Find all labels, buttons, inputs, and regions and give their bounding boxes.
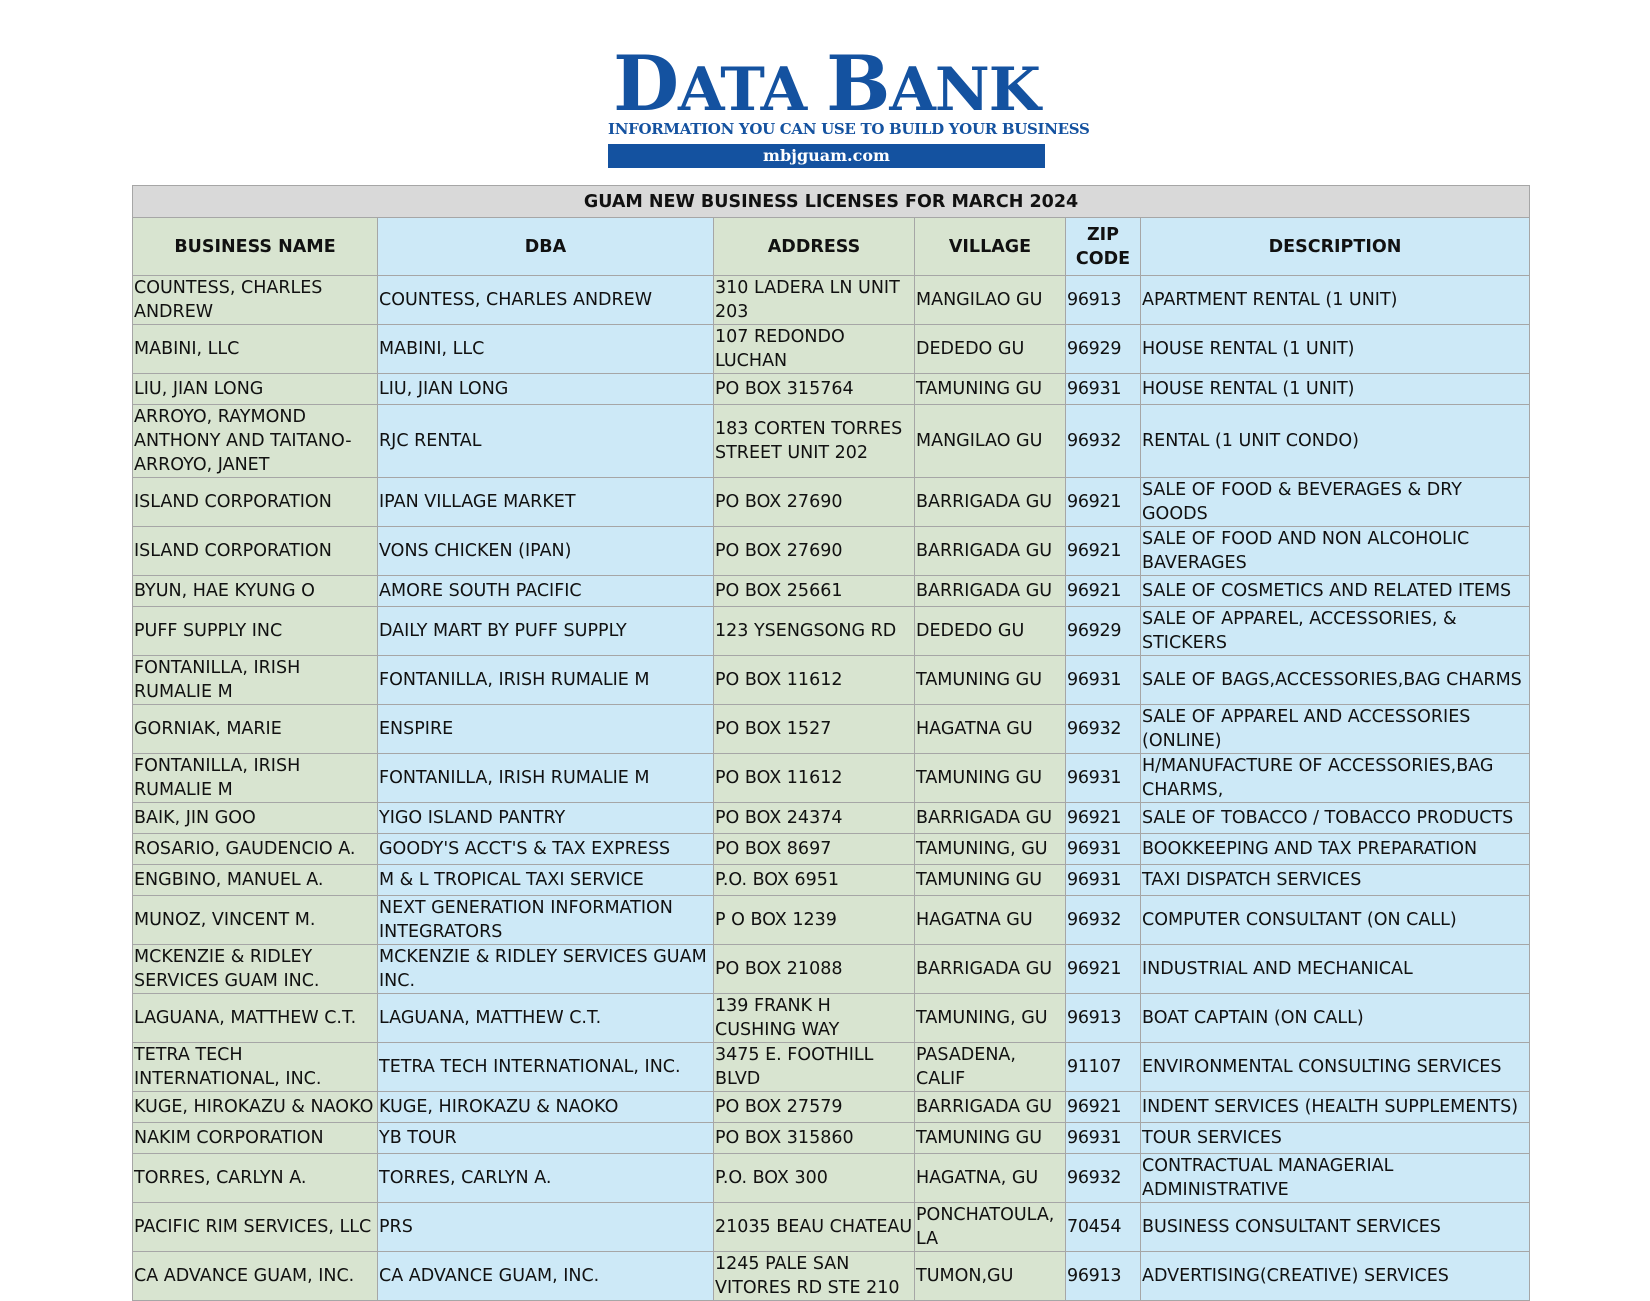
cell-dba: YIGO ISLAND PANTRY [378, 803, 714, 834]
cell-address: PO BOX 27579 [714, 1092, 915, 1123]
cell-description: BOOKKEEPING AND TAX PREPARATION [1141, 834, 1530, 865]
cell-zip-code: 96921 [1066, 803, 1141, 834]
cell-dba: ENSPIRE [378, 705, 714, 754]
cell-business-name: COUNTESS, CHARLES ANDREW [133, 276, 378, 325]
cell-address: P.O. BOX 6951 [714, 865, 915, 896]
table-row [133, 896, 1530, 945]
cell-village: PONCHATOULA, LA [915, 1203, 1066, 1252]
cell-description: INDUSTRIAL AND MECHANICAL [1141, 945, 1530, 994]
cell-dba: COUNTESS, CHARLES ANDREW [378, 276, 714, 325]
table-row [133, 1203, 1530, 1252]
cell-address: PO BOX 11612 [714, 656, 915, 705]
cell-zip-code: 96913 [1066, 276, 1141, 325]
cell-dba: IPAN VILLAGE MARKET [378, 478, 714, 527]
cell-address: PO BOX 315764 [714, 374, 915, 405]
cell-business-name: PUFF SUPPLY INC [133, 607, 378, 656]
table-row [133, 576, 1530, 607]
cell-village: BARRIGADA GU [915, 945, 1066, 994]
logo-title-rest-bank: ANK [889, 55, 1040, 125]
cell-dba: AMORE SOUTH PACIFIC [378, 576, 714, 607]
cell-dba: GOODY'S ACCT'S & TAX EXPRESS [378, 834, 714, 865]
table-row [133, 834, 1530, 865]
cell-dba: TETRA TECH INTERNATIONAL, INC. [378, 1043, 714, 1092]
table-row [133, 803, 1530, 834]
cell-address: PO BOX 11612 [714, 754, 915, 803]
cell-village: MANGILAO GU [915, 405, 1066, 478]
cell-dba: TORRES, CARLYN A. [378, 1154, 714, 1203]
cell-description: HOUSE RENTAL (1 UNIT) [1141, 325, 1530, 374]
cell-dba: LIU, JIAN LONG [378, 374, 714, 405]
table-row [133, 994, 1530, 1043]
cell-zip-code: 96932 [1066, 1154, 1141, 1203]
cell-zip-code: 96913 [1066, 1252, 1141, 1301]
cell-village: HAGATNA GU [915, 705, 1066, 754]
cell-zip-code: 96921 [1066, 576, 1141, 607]
table-row [133, 607, 1530, 656]
cell-village: BARRIGADA GU [915, 1092, 1066, 1123]
cell-zip-code: 96921 [1066, 1092, 1141, 1123]
cell-address: 1245 PALE SAN VITORES RD STE 210 [714, 1252, 915, 1301]
cell-address: PO BOX 24374 [714, 803, 915, 834]
cell-address: PO BOX 21088 [714, 945, 915, 994]
cell-dba: VONS CHICKEN (IPAN) [378, 527, 714, 576]
cell-description: SALE OF COSMETICS AND RELATED ITEMS [1141, 576, 1530, 607]
table-row [133, 705, 1530, 754]
cell-village: TAMUNING GU [915, 1123, 1066, 1154]
cell-zip-code: 96931 [1066, 374, 1141, 405]
cell-business-name: BAIK, JIN GOO [133, 803, 378, 834]
table-row [133, 656, 1530, 705]
cell-village: BARRIGADA GU [915, 576, 1066, 607]
cell-address: 183 CORTEN TORRES STREET UNIT 202 [714, 405, 915, 478]
cell-zip-code: 96931 [1066, 656, 1141, 705]
cell-dba: YB TOUR [378, 1123, 714, 1154]
header-address: ADDRESS [714, 218, 915, 276]
cell-description: APARTMENT RENTAL (1 UNIT) [1141, 276, 1530, 325]
cell-address: 107 REDONDO LUCHAN [714, 325, 915, 374]
cell-description: ADVERTISING(CREATIVE) SERVICES [1141, 1252, 1530, 1301]
cell-address: PO BOX 27690 [714, 478, 915, 527]
cell-zip-code: 96932 [1066, 896, 1141, 945]
license-sheet [132, 185, 1529, 1301]
cell-village: DEDEDO GU [915, 325, 1066, 374]
cell-address: PO BOX 8697 [714, 834, 915, 865]
cell-zip-code: 96931 [1066, 1123, 1141, 1154]
header-description: DESCRIPTION [1141, 218, 1530, 276]
table-row [133, 478, 1530, 527]
cell-zip-code: 96913 [1066, 994, 1141, 1043]
table-row [133, 754, 1530, 803]
cell-address: PO BOX 1527 [714, 705, 915, 754]
cell-description: HOUSE RENTAL (1 UNIT) [1141, 374, 1530, 405]
cell-address: PO BOX 315860 [714, 1123, 915, 1154]
cell-village: TAMUNING, GU [915, 834, 1066, 865]
table-row [133, 405, 1530, 478]
cell-business-name: ARROYO, RAYMOND ANTHONY AND TAITANO-ARROYO, JANET [133, 405, 378, 478]
cell-address: 139 FRANK H CUSHING WAY [714, 994, 915, 1043]
cell-dba: LAGUANA, MATTHEW C.T. [378, 994, 714, 1043]
cell-village: TAMUNING GU [915, 754, 1066, 803]
cell-zip-code: 96931 [1066, 834, 1141, 865]
logo-title-rest-data: ATA [678, 55, 827, 125]
cell-business-name: TETRA TECH INTERNATIONAL, INC. [133, 1043, 378, 1092]
cell-description: SALE OF APPAREL AND ACCESSORIES (ONLINE) [1141, 705, 1530, 754]
cell-village: HAGATNA, GU [915, 1154, 1066, 1203]
cell-village: MANGILAO GU [915, 276, 1066, 325]
cell-business-name: CA ADVANCE GUAM, INC. [133, 1252, 378, 1301]
cell-description: BUSINESS CONSULTANT SERVICES [1141, 1203, 1530, 1252]
cell-description: INDENT SERVICES (HEALTH SUPPLEMENTS) [1141, 1092, 1530, 1123]
cell-dba: RJC RENTAL [378, 405, 714, 478]
cell-village: TAMUNING GU [915, 656, 1066, 705]
cell-dba: FONTANILLA, IRISH RUMALIE M [378, 754, 714, 803]
cell-dba: KUGE, HIROKAZU & NAOKO [378, 1092, 714, 1123]
cell-business-name: MUNOZ, VINCENT M. [133, 896, 378, 945]
cell-description: RENTAL (1 UNIT CONDO) [1141, 405, 1530, 478]
cell-address: 310 LADERA LN UNIT 203 [714, 276, 915, 325]
cell-business-name: KUGE, HIROKAZU & NAOKO [133, 1092, 378, 1123]
cell-description: H/MANUFACTURE OF ACCESSORIES,BAG CHARMS, [1141, 754, 1530, 803]
data-bank-logo [608, 39, 1090, 168]
cell-business-name: ISLAND CORPORATION [133, 478, 378, 527]
cell-business-name: FONTANILLA, IRISH RUMALIE M [133, 754, 378, 803]
cell-description: CONTRACTUAL MANAGERIAL ADMINISTRATIVE [1141, 1154, 1530, 1203]
cell-description: SALE OF APPAREL, ACCESSORIES, & STICKERS [1141, 607, 1530, 656]
table-row [133, 374, 1530, 405]
table-title: GUAM NEW BUSINESS LICENSES FOR MARCH 2024 [133, 186, 1530, 218]
license-table [132, 185, 1530, 1301]
cell-dba: MABINI, LLC [378, 325, 714, 374]
cell-address: 3475 E. FOOTHILL BLVD [714, 1043, 915, 1092]
table-body [133, 276, 1530, 1301]
cell-dba: NEXT GENERATION INFORMATION INTEGRATORS [378, 896, 714, 945]
cell-dba: DAILY MART BY PUFF SUPPLY [378, 607, 714, 656]
cell-description: SALE OF TOBACCO / TOBACCO PRODUCTS [1141, 803, 1530, 834]
cell-description: SALE OF FOOD AND NON ALCOHOLIC BAVERAGES [1141, 527, 1530, 576]
cell-business-name: MCKENZIE & RIDLEY SERVICES GUAM INC. [133, 945, 378, 994]
cell-description: ENVIRONMENTAL CONSULTING SERVICES [1141, 1043, 1530, 1092]
table-row [133, 325, 1530, 374]
cell-village: HAGATNA GU [915, 896, 1066, 945]
cell-business-name: NAKIM CORPORATION [133, 1123, 378, 1154]
cell-business-name: FONTANILLA, IRISH RUMALIE M [133, 656, 378, 705]
cell-zip-code: 96929 [1066, 325, 1141, 374]
table-row [133, 945, 1530, 994]
table-row [133, 276, 1530, 325]
cell-business-name: LAGUANA, MATTHEW C.T. [133, 994, 378, 1043]
cell-address: PO BOX 27690 [714, 527, 915, 576]
cell-village: PASADENA, CALIF [915, 1043, 1066, 1092]
cell-dba: PRS [378, 1203, 714, 1252]
cell-zip-code: 96929 [1066, 607, 1141, 656]
cell-description: BOAT CAPTAIN (ON CALL) [1141, 994, 1530, 1043]
logo-tagline: INFORMATION YOU CAN USE TO BUILD YOUR BUSINESS [608, 120, 1090, 138]
cell-address: P O BOX 1239 [714, 896, 915, 945]
cell-description: SALE OF BAGS,ACCESSORIES,BAG CHARMS [1141, 656, 1530, 705]
cell-dba: M & L TROPICAL TAXI SERVICE [378, 865, 714, 896]
cell-business-name: ROSARIO, GAUDENCIO A. [133, 834, 378, 865]
cell-zip-code: 96921 [1066, 527, 1141, 576]
cell-description: TOUR SERVICES [1141, 1123, 1530, 1154]
header-dba: DBA [378, 218, 714, 276]
cell-dba: CA ADVANCE GUAM, INC. [378, 1252, 714, 1301]
table-row [133, 1092, 1530, 1123]
cell-village: TAMUNING, GU [915, 994, 1066, 1043]
cell-village: TAMUNING GU [915, 865, 1066, 896]
cell-business-name: ENGBINO, MANUEL A. [133, 865, 378, 896]
cell-business-name: LIU, JIAN LONG [133, 374, 378, 405]
cell-zip-code: 96921 [1066, 478, 1141, 527]
cell-description: COMPUTER CONSULTANT (ON CALL) [1141, 896, 1530, 945]
cell-village: BARRIGADA GU [915, 803, 1066, 834]
cell-zip-code: 91107 [1066, 1043, 1141, 1092]
table-title-row [133, 186, 1530, 218]
cell-description: SALE OF FOOD & BEVERAGES & DRY GOODS [1141, 478, 1530, 527]
table-row [133, 1154, 1530, 1203]
header-business-name: BUSINESS NAME [133, 218, 378, 276]
cell-address: P.O. BOX 300 [714, 1154, 915, 1203]
table-row [133, 1123, 1530, 1154]
cell-address: 123 YSENGSONG RD [714, 607, 915, 656]
cell-zip-code: 96931 [1066, 865, 1141, 896]
cell-village: DEDEDO GU [915, 607, 1066, 656]
logo-site-bar: mbjguam.com [608, 144, 1045, 168]
cell-description: TAXI DISPATCH SERVICES [1141, 865, 1530, 896]
cell-address: 21035 BEAU CHATEAU [714, 1203, 915, 1252]
cell-dba: MCKENZIE & RIDLEY SERVICES GUAM INC. [378, 945, 714, 994]
cell-village: TAMUNING GU [915, 374, 1066, 405]
cell-business-name: MABINI, LLC [133, 325, 378, 374]
cell-address: PO BOX 25661 [714, 576, 915, 607]
cell-zip-code: 96932 [1066, 405, 1141, 478]
table-row [133, 865, 1530, 896]
header-village: VILLAGE [915, 218, 1066, 276]
table-row [133, 1043, 1530, 1092]
cell-business-name: BYUN, HAE KYUNG O [133, 576, 378, 607]
cell-zip-code: 96932 [1066, 705, 1141, 754]
cell-business-name: TORRES, CARLYN A. [133, 1154, 378, 1203]
cell-dba: FONTANILLA, IRISH RUMALIE M [378, 656, 714, 705]
logo-title-initial-d: D [613, 39, 678, 128]
cell-zip-code: 96931 [1066, 754, 1141, 803]
table-row [133, 527, 1530, 576]
cell-business-name: PACIFIC RIM SERVICES, LLC [133, 1203, 378, 1252]
cell-village: TUMON,GU [915, 1252, 1066, 1301]
cell-village: BARRIGADA GU [915, 478, 1066, 527]
cell-business-name: ISLAND CORPORATION [133, 527, 378, 576]
header-zip-code: ZIP CODE [1066, 218, 1141, 276]
cell-business-name: GORNIAK, MARIE [133, 705, 378, 754]
table-header-row [133, 218, 1530, 276]
cell-village: BARRIGADA GU [915, 527, 1066, 576]
table-row [133, 1252, 1530, 1301]
logo-title-initial-b: B [826, 39, 890, 128]
cell-zip-code: 70454 [1066, 1203, 1141, 1252]
cell-zip-code: 96921 [1066, 945, 1141, 994]
